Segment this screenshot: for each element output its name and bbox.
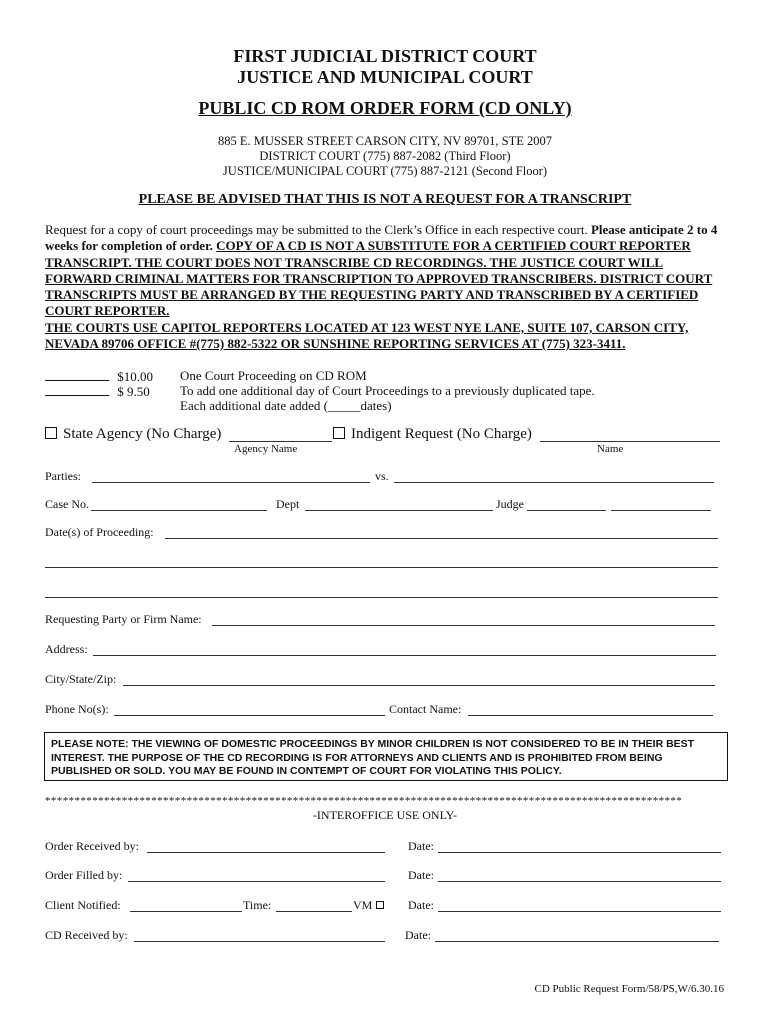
district-court-phone: DISTRICT COURT (775) 887-2082 (Third Floor) xyxy=(259,149,511,163)
parties-field[interactable] xyxy=(92,482,370,483)
indigent-label: Indigent Request (No Charge) xyxy=(351,426,532,442)
contact-name-label: Contact Name: xyxy=(389,702,462,716)
price-row-2 xyxy=(45,383,150,400)
justice-court-phone: JUSTICE/MUNICIPAL COURT (775) 887-2121 (Second Floor) xyxy=(222,164,548,178)
cd-received-date-label: Date: xyxy=(405,928,431,942)
form-title: PUBLIC CD ROM ORDER FORM (CD ONLY) xyxy=(198,98,572,118)
cd-received-label: CD Received by: xyxy=(45,928,128,942)
vm-label: VM xyxy=(353,898,373,912)
separator-stars: ************************************************************************************************************ xyxy=(45,795,683,807)
vm-checkbox[interactable] xyxy=(376,901,384,909)
advisory-heading: PLEASE BE ADVISED THAT THIS IS NOT A REQUEST FOR A TRANSCRIPT xyxy=(138,192,632,207)
order-filled-field[interactable] xyxy=(128,881,385,882)
court-address: 885 E. MUSSER STREET CARSON CITY, NV 89701, STE 2007 xyxy=(217,134,553,148)
city-state-zip-field[interactable] xyxy=(123,685,715,686)
contact-name-field[interactable] xyxy=(468,715,713,716)
notice-text: PLEASE NOTE: THE VIEWING OF DOMESTIC PROCEEDINGS BY MINOR CHILDREN IS NOT CONSIDERED TO BE IN THEIR BEST INTEREST. THE PURPOSE OF THE CD RECORDING IS FOR ATTORNEYS AND CLIENTS AND IS PROHIBITED FROM BEING PUBLISHED OR SOLD. YOU MAY BE FOUND IN CONTEMPT OF COURT FOR VIOLATING THIS POLICY. xyxy=(51,738,695,777)
dates-label: Date(s) of Proceeding: xyxy=(45,525,154,539)
agency-name-caption: Agency Name xyxy=(234,443,298,455)
notice-box xyxy=(44,732,728,781)
interoffice-title: -INTEROFFICE USE ONLY- xyxy=(312,808,458,822)
client-notified-date-label: Date: xyxy=(408,898,434,912)
dates-field-2[interactable] xyxy=(45,567,718,568)
vs-label: vs. xyxy=(375,469,389,483)
court-name-line2: JUSTICE AND MUNICIPAL COURT xyxy=(237,67,533,87)
order-received-field[interactable] xyxy=(147,852,385,853)
parties-opponent-field[interactable] xyxy=(394,482,714,483)
price-1-blank[interactable] xyxy=(45,368,109,381)
agency-name-line[interactable] xyxy=(229,441,332,442)
price-2-desc: To add one additional day of Court Proceedings to a previously duplicated tape. xyxy=(180,383,595,398)
time-label: Time: xyxy=(243,898,272,912)
order-filled-date-field[interactable] xyxy=(438,881,721,882)
form-footer-id: CD Public Request Form/58/PS,W/6.30.16 xyxy=(534,983,724,995)
judge-field[interactable] xyxy=(527,510,606,511)
intro-paragraph xyxy=(45,222,725,352)
cd-received-field[interactable] xyxy=(134,941,385,942)
judge-field-2[interactable] xyxy=(611,510,711,511)
city-state-zip-label: City/State/Zip: xyxy=(45,672,117,686)
judge-label: Judge xyxy=(496,497,524,511)
order-received-date-label: Date: xyxy=(408,839,434,853)
price-2-amount: $ 9.50 xyxy=(117,384,150,399)
indigent-option[interactable] xyxy=(333,426,532,443)
price-3-desc: Each additional date added (_____dates) xyxy=(180,398,392,413)
order-filled-date-label: Date: xyxy=(408,868,434,882)
client-notified-label: Client Notified: xyxy=(45,898,121,912)
parties-label: Parties: xyxy=(45,469,81,483)
case-no-field[interactable] xyxy=(91,510,267,511)
name-caption: Name xyxy=(597,443,624,455)
intro-underlined: COPY OF A CD IS NOT A SUBSTITUTE FOR A CERTIFIED COURT REPORTER TRANSCRIPT. THE COURT DOES NOT TRANSCRIBE CD RECORDINGS. THE JUSTICE COURT WILL FORWARD CRIMINAL MATTERS FOR TRANSCRIPTION TO APPROVED TRANSCRIBERS. DISTRICT COURT TRANSCRIPTS MUST BE ARRANGED BY THE REQUESTING PARTY AND TRANSCRIBED BY A CERTIFIED COURT REPORTER. xyxy=(45,238,713,319)
intro-plain: Request for a copy of court proceedings may be submitted to the Clerk’s Office in each respective court. xyxy=(45,222,588,237)
client-notified-field[interactable] xyxy=(130,911,242,912)
court-name-line1: FIRST JUDICIAL DISTRICT COURT xyxy=(233,46,537,66)
requesting-party-label: Requesting Party or Firm Name: xyxy=(45,612,202,626)
intro-reporters: THE COURTS USE CAPITOL REPORTERS LOCATED AT 123 WEST NYE LANE, SUITE 107, CARSON CITY, NEVADA 89706 OFFICE #(775) 882-5322 OR SUNSHINE REPORTING SERVICES AT (775) 323-3411. xyxy=(45,319,689,352)
dept-label: Dept xyxy=(276,497,300,511)
indigent-checkbox[interactable] xyxy=(333,427,345,439)
intro-bold: Please anticipate 2 to 4 weeks for completion of order. xyxy=(45,222,718,254)
order-received-label: Order Received by: xyxy=(45,839,139,853)
phone-label: Phone No(s): xyxy=(45,702,109,716)
dates-field-3[interactable] xyxy=(45,597,718,598)
price-1-desc: One Court Proceeding on CD ROM xyxy=(180,368,367,383)
price-2-blank[interactable] xyxy=(45,383,109,396)
cd-received-date-field[interactable] xyxy=(435,941,719,942)
case-no-label: Case No. xyxy=(45,497,89,511)
state-agency-option[interactable] xyxy=(45,426,221,443)
requesting-party-field[interactable] xyxy=(212,625,715,626)
dept-field[interactable] xyxy=(305,510,493,511)
dates-field-1[interactable] xyxy=(165,538,718,539)
price-1-amount: $10.00 xyxy=(117,369,153,384)
order-filled-label: Order Filled by: xyxy=(45,868,123,882)
address-label: Address: xyxy=(45,642,88,656)
client-notified-date-field[interactable] xyxy=(438,911,721,912)
vm-option[interactable] xyxy=(353,898,384,913)
phone-field[interactable] xyxy=(114,715,385,716)
indigent-name-line[interactable] xyxy=(540,441,720,442)
state-agency-checkbox[interactable] xyxy=(45,427,57,439)
address-field[interactable] xyxy=(93,655,716,656)
time-field[interactable] xyxy=(276,911,352,912)
state-agency-label: State Agency (No Charge) xyxy=(63,426,222,442)
order-received-date-field[interactable] xyxy=(438,852,721,853)
